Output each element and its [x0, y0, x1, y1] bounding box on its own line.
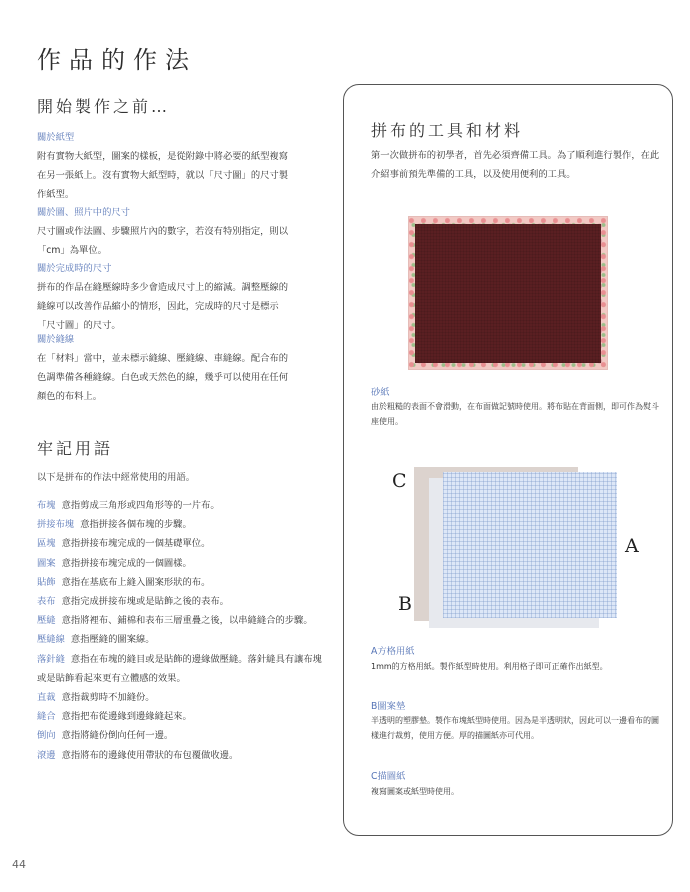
letter-c-label: C [392, 470, 407, 492]
term-desc: 意指將布的邊緣使用帶狀的布包覆做收邊。 [61, 749, 239, 761]
letter-b-label: B [398, 593, 412, 615]
term-word: 倒向 [37, 730, 56, 742]
term-item [37, 611, 322, 630]
page-number: 44 [12, 858, 26, 871]
paragraph-line: 色調準備各種縫線。白色或天然色的線，幾乎可以使用在任何 [37, 372, 289, 383]
graph-paper-label: A方格用紙 [371, 646, 415, 657]
paragraph-line: 附有實物大紙型，圖案的樣板，是從附錄中將必要的紙型複寫 [37, 151, 289, 162]
paragraph-line: 「cm」為單位。 [37, 245, 107, 256]
term-word: 壓縫 [37, 615, 56, 627]
about-pattern-heading: 關於紙型 [37, 132, 75, 143]
paragraph-line: 尺寸圖或作法圖、步驟照片內的數字，若沒有特別指定，則以 [37, 226, 289, 237]
term-word: 直裁 [37, 692, 56, 704]
paragraph-line: 拼布的作品在縫壓線時多少會造成尺寸上的縮減。調整壓線的 [37, 282, 289, 293]
term-item [37, 688, 322, 707]
about-dimensions-heading: 關於圖、照片中的尺寸 [37, 207, 130, 218]
term-word: 表布 [37, 596, 56, 608]
tools-section-title: 拼布的工具和材料 [371, 121, 524, 140]
graph-paper-photo [443, 472, 617, 618]
graph-paper-desc: 1mm的方格用紙。製作紙型時使用。利用格子即可正確作出紙型。 [371, 662, 608, 671]
paragraph-line: 顏色的布料上。 [37, 391, 103, 402]
paragraph-line: 作紙型。 [37, 189, 75, 200]
term-desc: 意指裁剪時不加縫份。 [61, 692, 155, 704]
term-desc: 意指將縫份倒向任何一邊。 [61, 730, 174, 742]
term-word: 拼接布塊 [37, 519, 75, 531]
letter-a-label: A [625, 535, 639, 557]
term-item [37, 534, 322, 553]
term-word: 縫合 [37, 711, 56, 723]
term-item [37, 592, 322, 611]
term-desc: 意指壓縫的圖案線。 [70, 634, 155, 646]
term-desc: 意指拼接各個布塊的步驟。 [80, 519, 192, 531]
term-desc: 意指拼接布塊完成的一個圖樣。 [61, 557, 192, 569]
term-word: 布塊 [37, 500, 56, 511]
tracing-paper-label: C描圖紙 [371, 771, 406, 782]
paragraph-line: 「尺寸圖」的尺寸。 [37, 320, 121, 331]
template-sheet-label: B圖案墊 [371, 701, 406, 712]
term-item [37, 746, 322, 765]
term-item [37, 515, 322, 534]
sandpaper-label: 砂紙 [371, 387, 390, 398]
about-thread-block [37, 330, 322, 406]
term-desc: 意指拼接布塊完成的一個基礎單位。 [61, 538, 211, 550]
about-dimensions-block [37, 203, 322, 260]
terms-list [37, 496, 322, 765]
sandpaper-photo [409, 217, 607, 369]
term-desc: 意指把布從邊緣到邊緣縫起來。 [61, 711, 192, 723]
tools-intro: 第一次做拼布的初學者，首先必須齊備工具。為了順利進行製作，在此介紹事前預先準備的工具，以及使用便利的工具。 [371, 150, 660, 180]
term-word: 滾邊 [37, 749, 56, 761]
term-item [37, 726, 322, 745]
term-word: 壓縫線 [37, 634, 65, 646]
term-item [37, 707, 322, 726]
term-item [37, 650, 322, 688]
term-desc: 意指將裡布、鋪棉和表布三層重疊之後，以串縫縫合的步驟。 [61, 615, 313, 627]
term-desc: 意指剪成三角形或四角形等的一片布。 [61, 500, 220, 511]
about-finished-size-block [37, 259, 322, 335]
about-pattern-block [37, 128, 322, 204]
tracing-paper-desc: 複寫圖案或紙型時使用。 [371, 787, 459, 796]
term-word: 貼飾 [37, 576, 56, 588]
terms-intro: 以下是拼布的作法中經常使用的用語。 [37, 472, 196, 484]
about-finished-size-heading: 關於完成時的尺寸 [37, 263, 112, 274]
term-desc: 意指完成拼接布塊或是貼飾之後的表布。 [61, 596, 229, 608]
term-word: 圖案 [37, 557, 56, 569]
term-item [37, 554, 322, 573]
terms-section-title: 牢記用語 [37, 439, 114, 458]
term-desc: 意指在基底布上縫入圖案形狀的布。 [61, 576, 211, 588]
sandpaper-surface [415, 224, 601, 363]
term-word: 區塊 [37, 538, 56, 550]
template-sheet-desc: 半透明的塑膠墊。製作布塊紙型時使用。因為是半透明狀，因此可以一邊看布的圖樣進行裁剪，使用方便。厚的描圖紙亦可代用。 [371, 716, 659, 740]
term-item [37, 496, 322, 515]
term-word: 落針縫 [37, 653, 65, 665]
page-title: 作品的作法 [37, 46, 197, 74]
about-thread-heading: 關於縫線 [37, 334, 75, 345]
paragraph-line: 縫線可以改善作品縮小的情形，因此，完成時的尺寸是標示 [37, 301, 279, 312]
paragraph-line: 在另一張紙上。沒有實物大紙型時，就以「尺寸圖」的尺寸製 [37, 170, 289, 181]
term-item [37, 573, 322, 592]
paragraph-line: 在「材料」當中，並未標示縫線、壓縫線、車縫線。配合布的 [37, 353, 289, 364]
before-section-title: 開始製作之前… [37, 97, 171, 116]
sandpaper-desc: 由於粗糙的表面不會滑動，在布面做記號時使用。將布貼在背面側，即可作為熨斗座使用。 [371, 402, 659, 426]
term-item [37, 630, 322, 649]
term-desc: 意指在布塊的縫目或是貼飾的邊緣做壓縫。落針縫具有讓布塊或是貼飾看起來更有立體感的效果。 [37, 653, 322, 684]
